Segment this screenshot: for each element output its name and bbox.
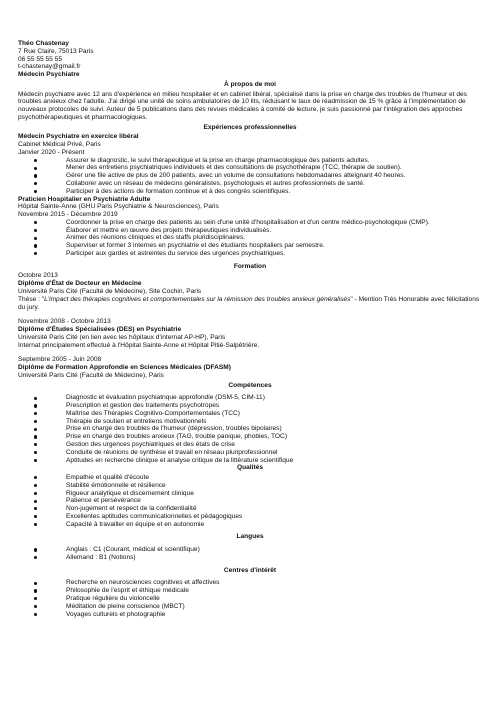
language-item: Anglais : C1 (Courant, médical et scientifique) xyxy=(18,546,482,554)
job-entry xyxy=(18,133,482,195)
education-dates: Octobre 2013 xyxy=(18,272,58,280)
job-entry-title: Médecin Psychiatre en exercice libéral xyxy=(18,133,139,141)
education-dates: Septembre 2005 - Juin 2008 xyxy=(18,356,102,364)
address: 7 Rue Claire, 75013 Paris xyxy=(18,47,94,55)
interests-list xyxy=(18,579,482,618)
email: t-chastenay@gmail.fr xyxy=(18,63,81,71)
interest-item: Philosophie de l'esprit et éthique médicale xyxy=(18,587,482,595)
education-school: Université Paris Cité (Faculté de Médecine), Site Cochin, Paris xyxy=(18,287,202,295)
bullet-item: Participer aux gardes et astreintes du service des urgences psychiatriques. xyxy=(18,250,482,258)
bullet-item: Collaborer avec un réseau de médecins généralistes, psychologues et autres professionnels de santé. xyxy=(18,180,482,188)
qualities-list xyxy=(18,474,482,528)
interest-item: Pratique régulière du violoncelle xyxy=(18,595,482,603)
education-dates: Novembre 2008 - Octobre 2013 xyxy=(18,318,111,326)
skill-item: Prise en charge des troubles de l'humeur (dépression, troubles bipolaires) xyxy=(18,425,482,433)
education-entry xyxy=(18,356,482,379)
contact-block xyxy=(18,40,482,79)
education-school: Université Paris Cité (Faculté de Médecine), Paris xyxy=(18,371,164,379)
quality-item: Empathie et qualité d'écoute xyxy=(18,474,482,482)
job-title: Médecin Psychiatre xyxy=(18,71,80,79)
job-entry-bullets xyxy=(18,219,482,258)
quality-item: Excellentes aptitudes communicationnelles et pédagogiques xyxy=(18,513,482,521)
bullet-item: Mener des entretiens psychiatriques individuels et des consultations de psychothérapie (TCC, thérapie de soutien). xyxy=(18,164,482,172)
candidate-name: Théo Chastenay xyxy=(18,40,69,47)
thesis-prefix: Thèse : " xyxy=(18,295,45,303)
job-entry xyxy=(18,196,482,258)
bullet-item: Animer des réunions cliniques et des staffs pluridisciplinaires. xyxy=(18,234,482,242)
languages-heading: Langues xyxy=(236,533,264,541)
qualities-heading: Qualités xyxy=(236,464,264,472)
skill-item: Thérapie de soutien et entretiens motivationnels xyxy=(18,418,482,426)
thesis-title: L'impact des thérapies cognitives et comportementales sur la rémission des troubles anxieux généralisés xyxy=(44,295,351,303)
education-entry xyxy=(18,272,482,311)
phone: 06 55 55 55 55 xyxy=(18,55,62,63)
education-thesis xyxy=(18,296,482,312)
bullet-item: Participer à des actions de formation continue et à des congrès scientifiques. xyxy=(18,188,482,196)
bullet-item: Assurer le diagnostic, le suivi thérapeutique et la prise en charge pharmacologique des patients adultes. xyxy=(18,157,482,165)
quality-item: Stabilité émotionnelle et résilience xyxy=(18,482,482,490)
bullet-item: Élaborer et mettre en œuvre des projets thérapeutiques individualisés. xyxy=(18,227,482,235)
education-heading: Formation xyxy=(233,262,267,270)
skill-item: Diagnostic et évaluation psychiatrique approfondie (DSM-5, CIM-11) xyxy=(18,394,482,402)
language-item: Allemand : B1 (Notions) xyxy=(18,554,482,562)
quality-item: Non-jugement et respect de la confidentialité xyxy=(18,505,482,513)
about-heading: À propos de moi xyxy=(223,80,277,88)
job-entry-bullets xyxy=(18,157,482,196)
job-entry-dates: Novembre 2015 - Décembre 2019 xyxy=(18,211,118,219)
education-entry xyxy=(18,318,482,349)
interest-item: Méditation de pleine conscience (MBCT) xyxy=(18,603,482,611)
skills-list xyxy=(18,394,482,464)
interests-heading: Centres d'intérêt xyxy=(223,566,277,574)
quality-item: Patience et persévérance xyxy=(18,497,482,505)
bullet-item: Coordonner la prise en charge des patients au sein d'une unité d'hospitalisation et d'un centre médico-psychologique (CMP). xyxy=(18,219,482,227)
experience-heading: Expériences professionnelles xyxy=(203,123,297,131)
skills-heading: Compétences xyxy=(228,381,272,389)
quality-item: Rigueur analytique et discernement clinique xyxy=(18,490,482,498)
bullet-item: Gérer une file active de plus de 200 patients, avec un volume de consultations hebdomadaires atteignant 40 heures. xyxy=(18,172,482,180)
education-degree: Diplôme de Formation Approfondie en Sciences Médicales (DFASM) xyxy=(18,364,231,372)
bullet-item: Superviser et former 3 internes en psychiatrie et des étudiants hospitaliers par semestre. xyxy=(18,242,482,250)
job-entry-title: Praticien Hospitalier en Psychiatrie Adulte xyxy=(18,195,151,203)
education-degree: Diplôme d'État de Docteur en Médecine xyxy=(18,280,142,288)
quality-item: Capacité à travailler en équipe et en autonomie xyxy=(18,521,482,529)
education-note: Internat principalement effectué à l'Hôpital Sainte-Anne et Hôpital Pitié-Salpêtrière. xyxy=(18,341,260,349)
skill-item: Gestion des urgences psychiatriques et des états de crise xyxy=(18,441,482,449)
skill-item: Prise en charge des troubles anxieux (TAG, trouble panique, phobies, TOC) xyxy=(18,433,482,441)
languages-list xyxy=(18,546,482,562)
education-school: Université Paris Cité (en lien avec les hôpitaux d'internat AP-HP), Paris xyxy=(18,333,226,341)
thesis-suffix: " - Mention Très Honorable avec félicitations du jury. xyxy=(18,295,480,311)
skill-item: Aptitudes en recherche clinique et analyse critique de la littérature scientifique xyxy=(18,457,482,465)
job-entry-employer: Hôpital Sainte-Anne (GHU Paris Psychiatrie & Neurosciences), Paris xyxy=(18,203,219,211)
job-entry-dates: Janvier 2020 - Présent xyxy=(18,148,85,156)
skill-item: Maîtrise des Thérapies Cognitivo-Comportementales (TCC) xyxy=(18,410,482,418)
skill-item: Prescription et gestion des traitements psychotropes xyxy=(18,402,482,410)
interest-item: Voyages culturels et photographie xyxy=(18,611,482,619)
about-text: Médecin psychiatre avec 12 ans d'expérience en milieu hospitalier et en cabinet libéral, spécialisé dans la prise en charge des troubles de l'humeur et des troubles anxieux chez l'adulte. J'ai dirigé une unité de soins ambulatoires de 10 lits, réduisant le taux de réadmission de 15 % grâce à l'implémentation de nouveaux protocoles de suivi. Auteur de 5 publications dans des revues médicales à comité de lecture, je suis passionné par l'intégration des approches psychothérapeutiques et pharmacologiques. xyxy=(18,90,467,121)
skill-item: Conduite de réunions de synthèse et travail en réseau pluriprofessionnel xyxy=(18,449,482,457)
job-entry-employer: Cabinet Médical Privé, Paris xyxy=(18,141,101,149)
education-degree: Diplôme d'Études Spécialisées (DES) en Psychiatrie xyxy=(18,326,182,334)
interest-item: Recherche en neurosciences cognitives et affectives xyxy=(18,579,482,587)
